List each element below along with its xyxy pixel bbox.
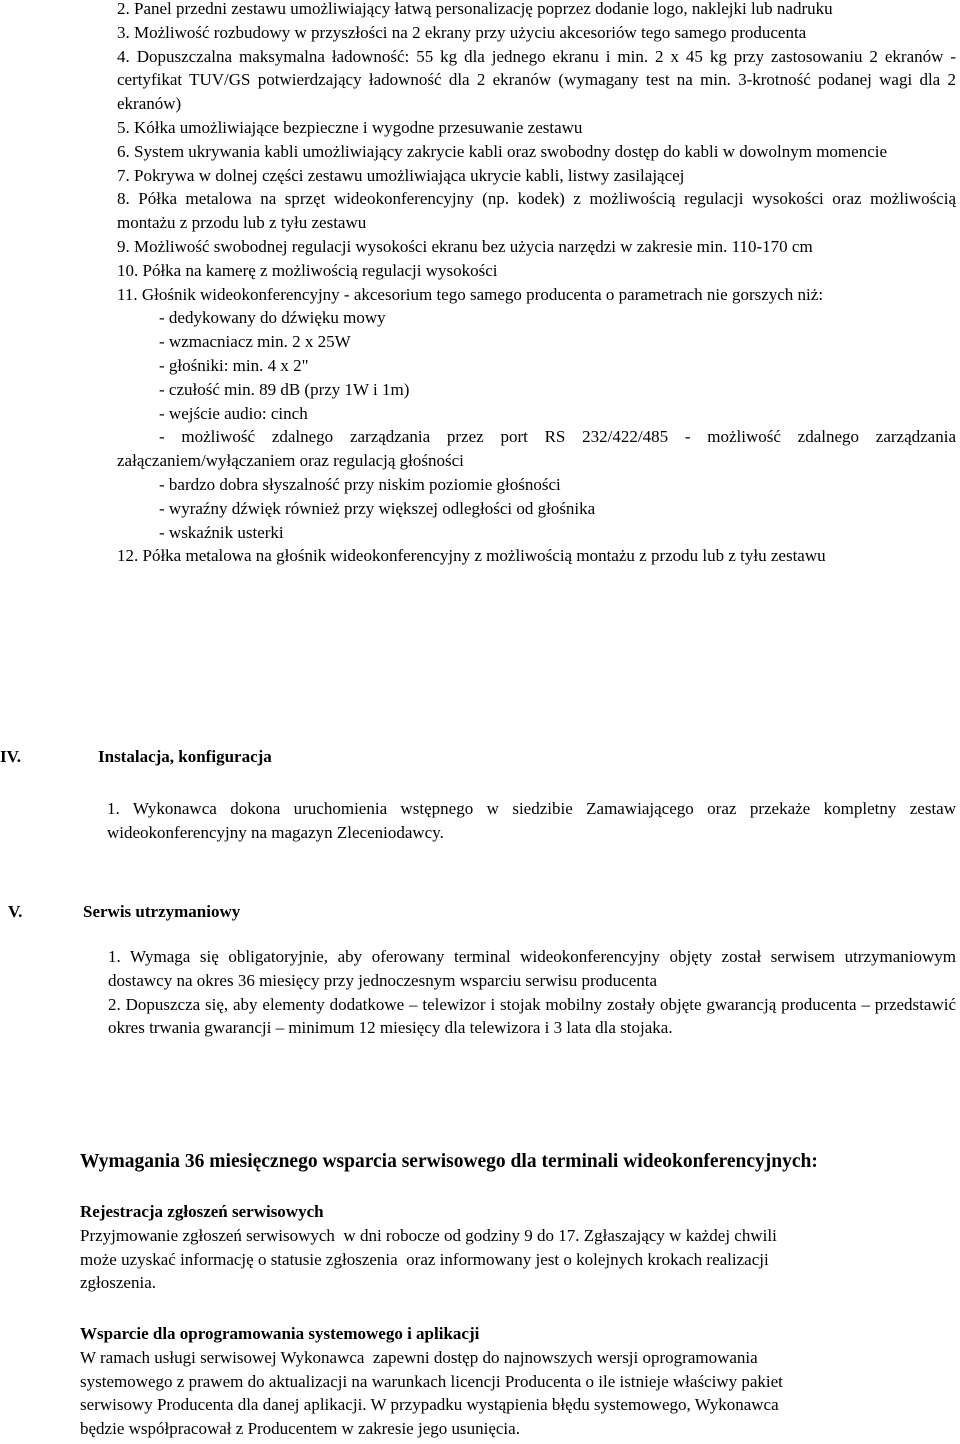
equipment-list — [117, 0, 956, 568]
list-item: 4. Dopuszczalna maksymalna ładowność: 55 kg dla jednego ekranu i min. 2 x 45 kg przy zastosowaniu 2 ekranów - certyfikat TUV/GS potwierdzający ładowność dla 2 ekranów (wymagany test na min. 3-krotność podanej wagi dla 2 ekranów) — [117, 46, 956, 114]
spec-item: - bardzo dobra słyszalność przy niskim poziomie głośności — [159, 474, 561, 494]
list-item: 11. Głośnik wideokonferencyjny - akcesorium tego samego producenta o parametrach nie gorszych niż: — [117, 284, 824, 304]
section-v-items — [108, 945, 956, 1040]
list-item: 10. Półka na kamerę z możliwością regulacji wysokości — [117, 260, 498, 280]
spec-item: - możliwość zdalnego zarządzania przez port RS 232/422/485 - możliwość zdalnego zarządzania załączaniem/wyłączaniem oraz regulacją głośności — [117, 427, 956, 471]
spec-item: - wejście audio: cinch — [159, 403, 308, 423]
software-support-title: Wsparcie dla oprogramowania systemowego i aplikacji — [80, 1324, 480, 1343]
text-line: W ramach usługi serwisowej Wykonawca zapewni dostęp do najnowszych wersji oprogramowania — [80, 1347, 758, 1367]
speaker-spec-list — [117, 306, 956, 544]
spec-item: - wskaźnik usterki — [159, 522, 284, 542]
text-line: systemowego z prawem do aktualizacji na warunkach licencji Producenta o ile istnieje właściwy pakiet — [80, 1371, 783, 1391]
text-line: będzie współpracował z Producentem w zakresie jego usunięcia. — [80, 1419, 520, 1439]
list-item: 2. Panel przedni zestawu umożliwiający łatwą personalizację poprzez dodanie logo, naklejki lub nadruku — [117, 0, 833, 18]
spec-item: - głośniki: min. 4 x 2" — [159, 355, 309, 375]
support-heading: Wymagania 36 miesięcznego wsparcia serwisowego dla terminali wideokonferencyjnych: — [80, 1151, 818, 1172]
spec-item: - czułość min. 89 dB (przy 1W i 1m) — [159, 379, 410, 399]
list-item: 5. Kółka umożliwiające bezpieczne i wygodne przesuwanie zestawu — [117, 117, 583, 137]
list-item: 12. Półka metalowa na głośnik wideokonferencyjny z możliwością montażu z przodu lub z tyłu zestawu — [117, 546, 826, 566]
section-iv-title: Instalacja, konfiguracja — [98, 747, 272, 766]
software-support-block — [80, 1322, 958, 1441]
text-line: Przyjmowanie zgłoszeń serwisowych w dni robocze od godziny 9 do 17. Zgłaszający w każdej chwili — [80, 1225, 777, 1245]
spec-item: - wyraźny dźwięk również przy większej odległości od głośnika — [159, 498, 596, 518]
section-iv-item: 1. Wykonawca dokona uruchomienia wstępnego w siedzibie Zamawiającego oraz przekaże kompletny zestaw wideokonferencyjny na magazyn Zleceniodawcy. — [107, 799, 956, 842]
list-item: 6. System ukrywania kabli umożliwiający zakrycie kabli oraz swobodny dostęp do kabli w dowolnym momencie — [117, 141, 888, 161]
section-v-number: V. — [8, 902, 23, 921]
list-item: 8. Półka metalowa na sprzęt wideokonferencyjny (np. kodek) z możliwością regulacji wysokości oraz możliwością montażu z przodu lub z tyłu zestawu — [117, 189, 956, 233]
list-item: 2. Dopuszcza się, aby elementy dodatkowe – telewizor i stojak mobilny zostały objęte gwarancją producenta – przedstawić okres trwania gwarancji – minimum 12 miesięcy dla telewizora i 3 lata dla stojaka. — [108, 994, 956, 1038]
list-item: 7. Pokrywa w dolnej części zestawu umożliwiająca ukrycie kabli, listwy zasilającej — [117, 165, 685, 185]
spec-item: - dedykowany do dźwięku mowy — [159, 308, 386, 328]
text-line: może uzyskać informację o statusie zgłoszenia oraz informowany jest o kolejnych krokach realizacji — [80, 1249, 769, 1269]
text-line: serwisowy Producenta dla danej aplikacji. W przypadku wystąpienia błędu systemowego, Wykonawca — [80, 1395, 779, 1415]
section-v-title: Serwis utrzymaniowy — [83, 902, 241, 921]
registration-title: Rejestracja zgłoszeń serwisowych — [80, 1202, 324, 1221]
spec-item: - wzmacniacz min. 2 x 25W — [159, 332, 351, 352]
registration-block — [80, 1200, 958, 1295]
section-iv-number: IV. — [0, 747, 21, 766]
text-line: zgłoszenia. — [80, 1273, 156, 1293]
list-item: 9. Możliwość swobodnej regulacji wysokości ekranu bez użycia narzędzi w zakresie min. 110-170 cm — [117, 236, 813, 256]
list-item: 1. Wymaga się obligatoryjnie, aby oferowany terminal wideokonferencyjny objęty został serwisem utrzymaniowym dostawcy na okres 36 miesięcy przy jednoczesnym wsparciu serwisu producenta — [108, 947, 956, 990]
list-item: 3. Możliwość rozbudowy w przyszłości na 2 ekrany przy użyciu akcesoriów tego samego producenta — [117, 22, 807, 42]
